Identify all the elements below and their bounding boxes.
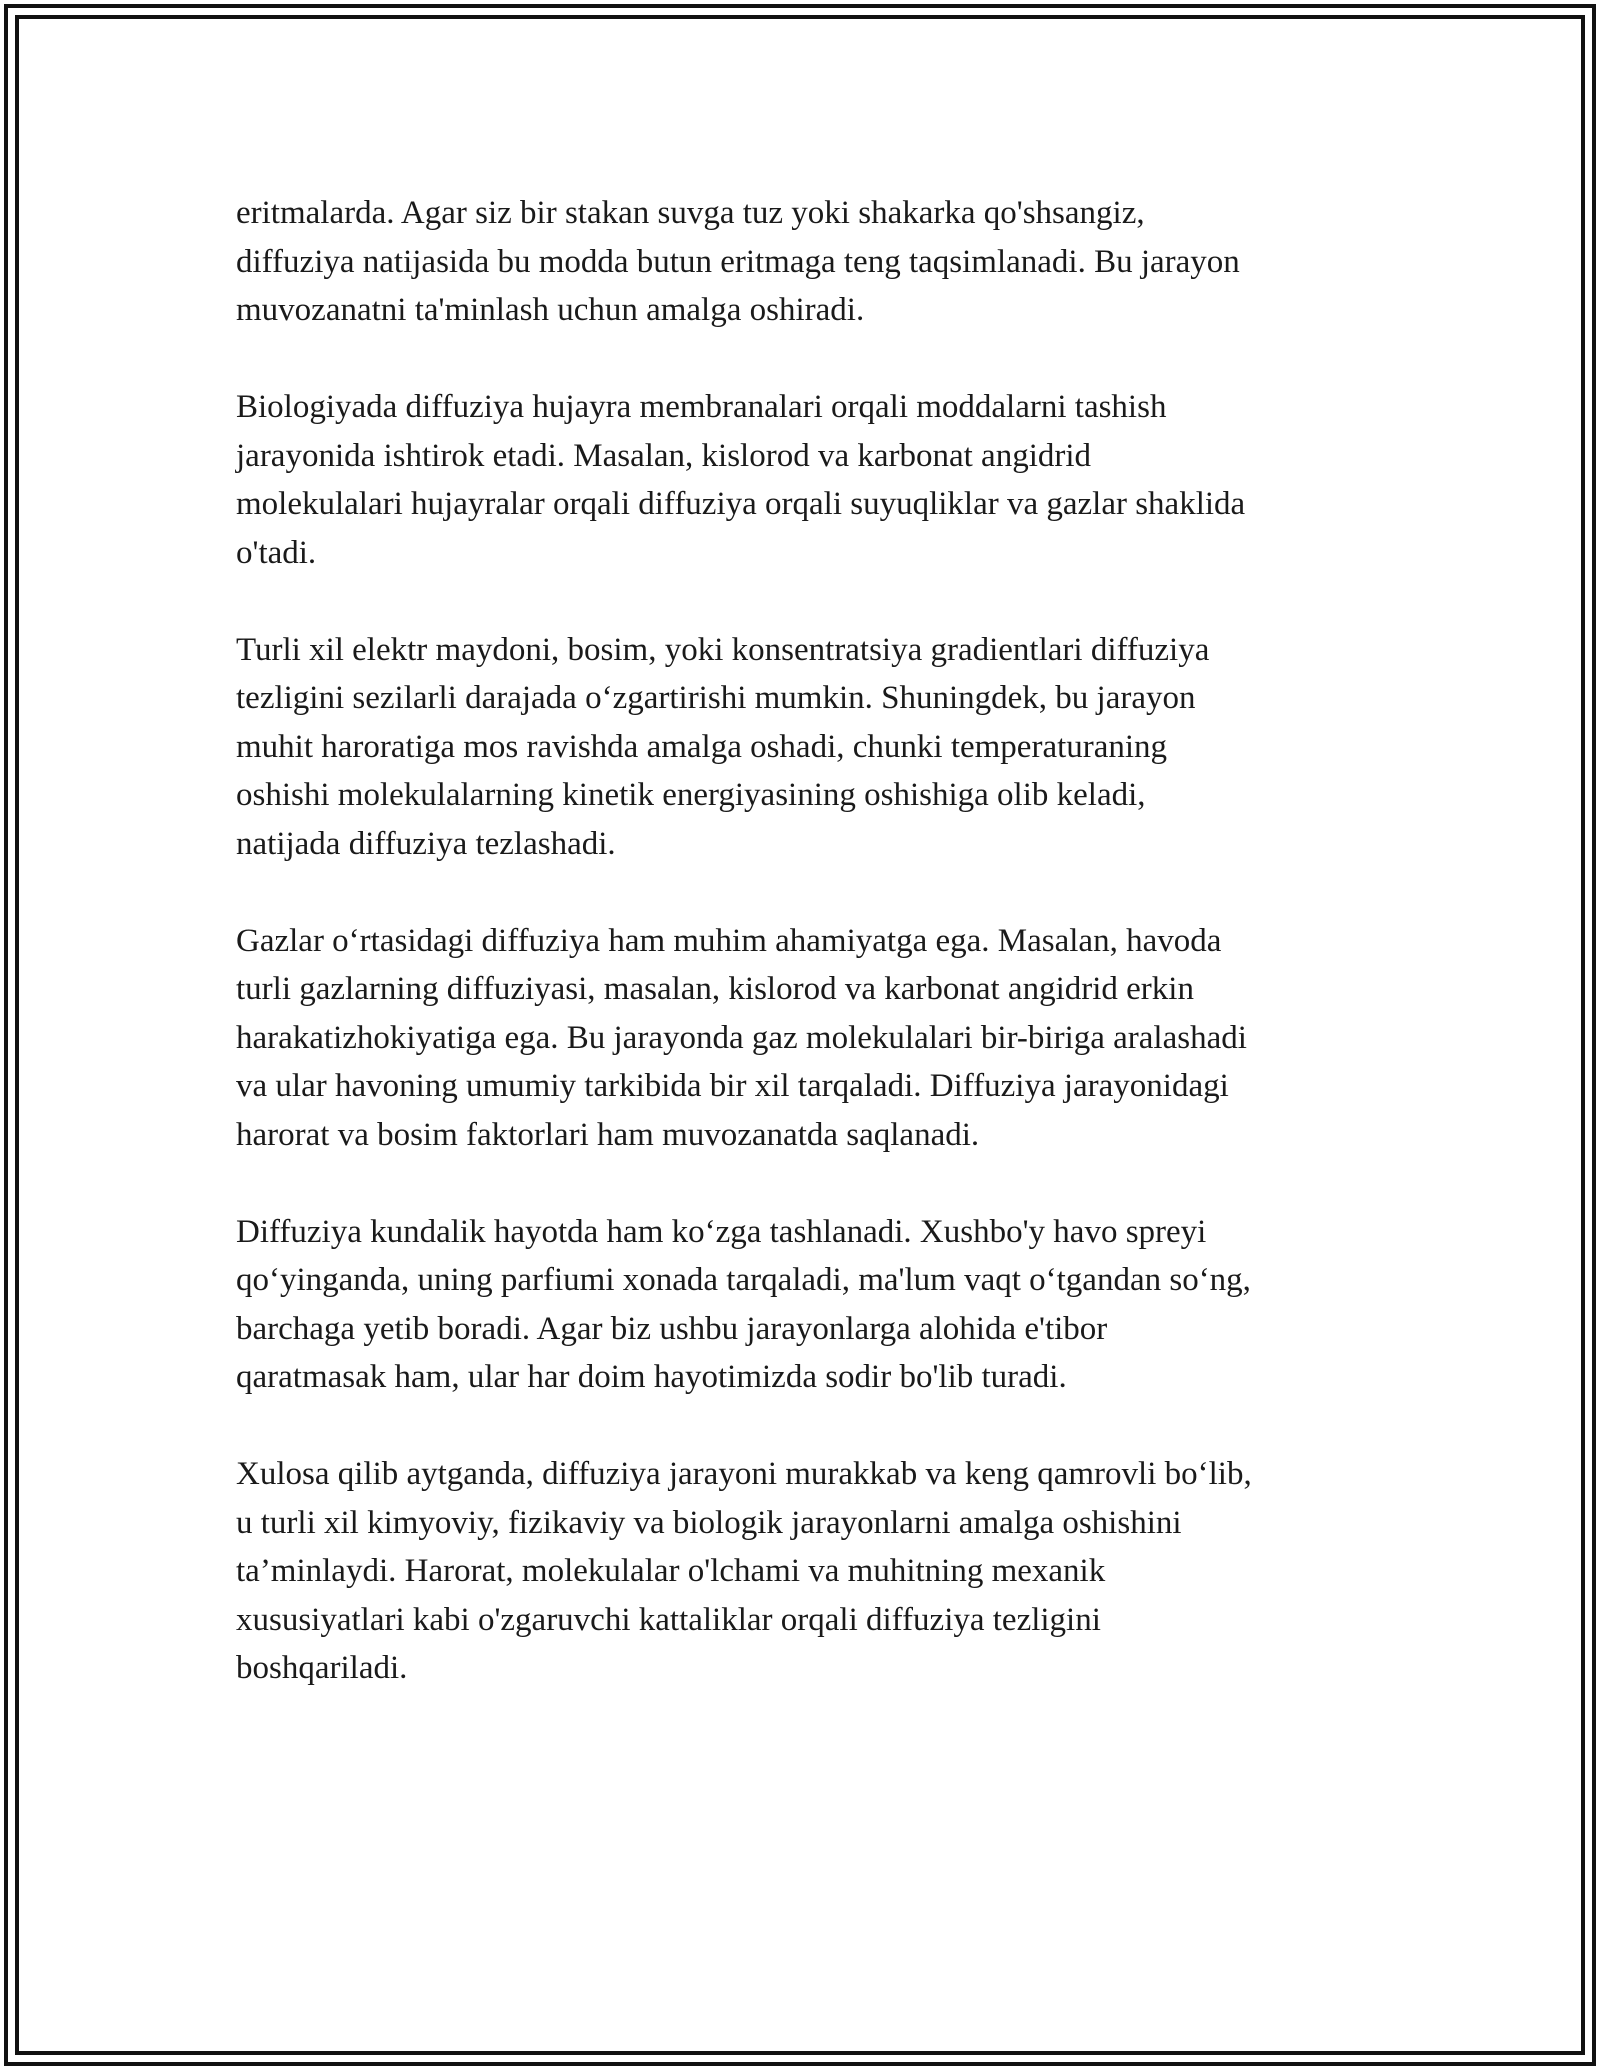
text-line: barchaga yetib boradi. Agar biz ushbu jarayonlarga alohida e'tibor xyxy=(236,1310,1108,1347)
paragraph-3 xyxy=(236,626,1376,869)
text-line: Xulosa qilib aytganda, diffuziya jarayoni murakkab va keng qamrovli bo‘lib, xyxy=(236,1456,1252,1492)
text-line: Gazlar o‘rtasidagi diffuziya ham muhim ahamiyatga ega. Masalan, havoda xyxy=(236,922,1222,959)
paragraph-1 xyxy=(236,189,1376,335)
text-line: muhit haroratiga mos ravishda amalga oshadi, chunki temperaturaning xyxy=(236,728,1168,765)
document-body xyxy=(236,189,1376,1741)
text-line: Turli xil elektr maydoni, bosim, yoki konsentratsiya gradientlari diffuziya xyxy=(236,631,1210,668)
paragraph-4 xyxy=(236,917,1376,1160)
text-line: natijada diffuziya tezlashadi. xyxy=(236,825,616,862)
text-line: tezligini sezilarli darajada o‘zgartirishi mumkin. Shuningdek, bu jarayon xyxy=(236,680,1196,716)
paragraph-5 xyxy=(236,1208,1376,1402)
text-line: harakatizhokiyatiga ega. Bu jarayonda gaz molekulalari bir-biriga aralashadi xyxy=(236,1019,1247,1056)
text-line: muvozanatni ta'minlash uchun amalga oshiradi. xyxy=(236,292,865,328)
text-line: diffuziya natijasida bu modda butun eritmaga teng taqsimlanadi. Bu jarayon xyxy=(236,243,1240,280)
text-line: harorat va bosim faktorlari ham muvozanatda saqlanadi. xyxy=(236,1116,980,1153)
text-line: turli gazlarning diffuziyasi, masalan, kislorod va karbonat angidrid erkin xyxy=(236,971,1194,1007)
text-line: molekulalari hujayralar orqali diffuziya orqali suyuqliklar va gazlar shaklida xyxy=(236,486,1246,522)
paragraph-2 xyxy=(236,383,1376,577)
text-line: va ular havoning umumiy tarkibida bir xil tarqaladi. Diffuziya jarayonidagi xyxy=(236,1068,1229,1104)
text-line: u turli xil kimyoviy, fizikaviy va biologik jarayonlarni amalga oshishini xyxy=(236,1504,1182,1541)
text-line: xususiyatlari kabi o'zgaruvchi kattaliklar orqali diffuziya tezligini xyxy=(236,1601,1101,1638)
text-line: qaratmasak ham, ular har doim hayotimizda sodir bo'lib turadi. xyxy=(236,1359,1067,1395)
text-line: Biologiyada diffuziya hujayra membranalari orqali moddalarni tashish xyxy=(236,389,1167,425)
text-line: o'tadi. xyxy=(236,534,317,571)
text-line: Diffuziya kundalik hayotda ham ko‘zga tashlanadi. Xushbo'y havo spreyi xyxy=(236,1213,1207,1250)
text-line: qo‘yinganda, uning parfiumi xonada tarqaladi, ma'lum vaqt o‘tgandan so‘ng, xyxy=(236,1262,1251,1298)
paragraph-6 xyxy=(236,1450,1376,1693)
text-line: ta’minlaydi. Harorat, molekulalar o'lchami va muhitning mexanik xyxy=(236,1553,1106,1589)
text-line: jarayonida ishtirok etadi. Masalan, kislorod va karbonat angidrid xyxy=(236,437,1092,474)
text-line: eritmalarda. Agar siz bir stakan suvga tuz yoki shakarka qo'shsangiz, xyxy=(236,195,1145,231)
text-line: oshishi molekulalarning kinetik energiyasining oshishiga olib keladi, xyxy=(236,777,1146,813)
text-line: boshqariladi. xyxy=(236,1650,408,1686)
